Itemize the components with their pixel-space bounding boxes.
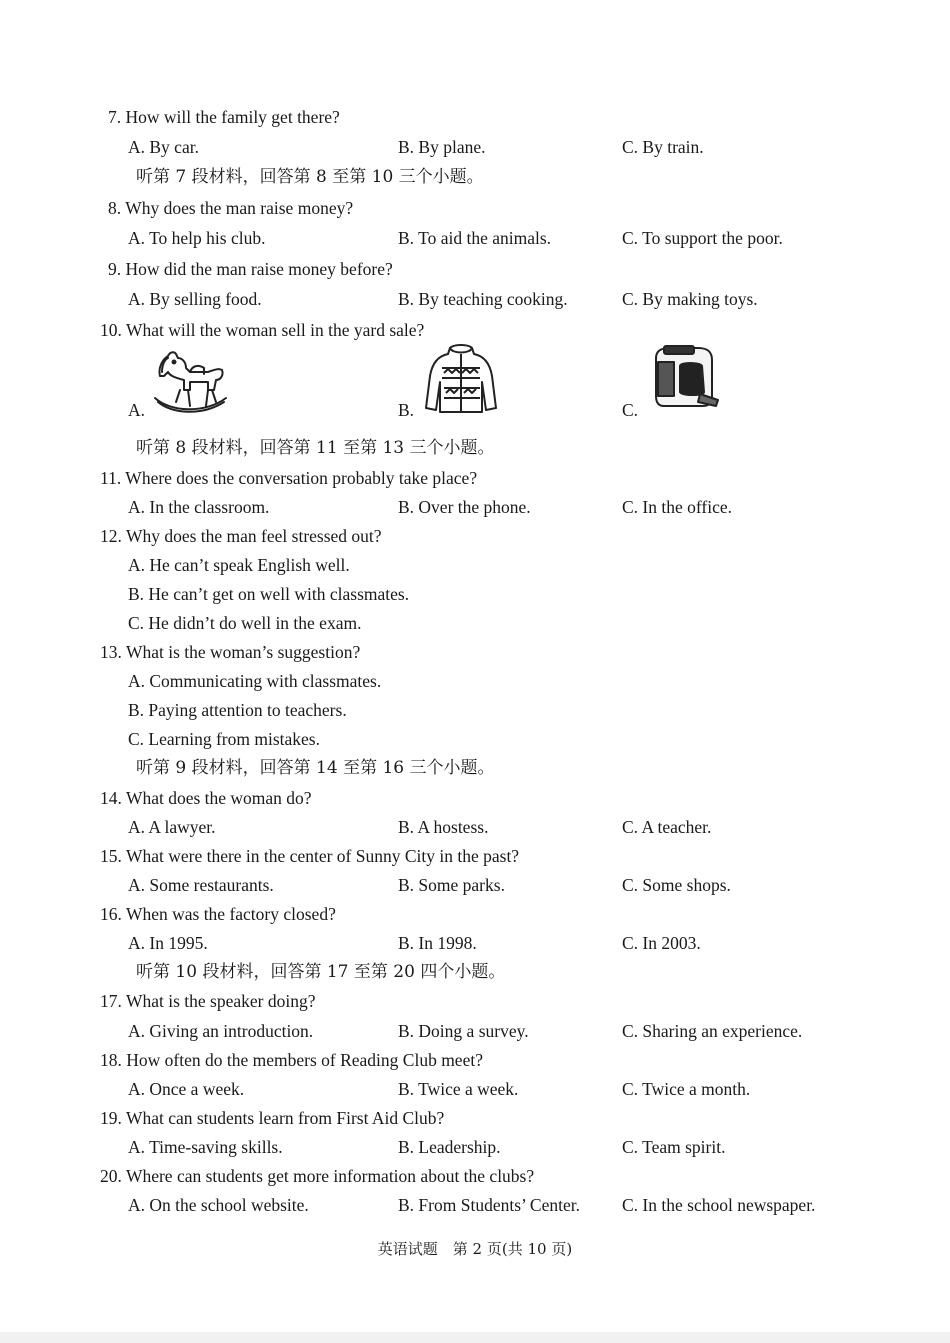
question-10: 10. What will the woman sell in the yard sale? — [100, 320, 425, 340]
q8-option-c[interactable]: C. To support the poor. — [622, 228, 783, 248]
question-12: 12. Why does the man feel stressed out? — [100, 526, 382, 546]
q14-option-c[interactable]: C. A teacher. — [622, 817, 712, 837]
q14-option-b[interactable]: B. A hostess. — [398, 817, 489, 837]
question-17: 17. What is the speaker doing? — [100, 991, 316, 1011]
section-heading-8: 听第 8 段材料，回答第 11 至第 13 三个小题。 — [136, 438, 495, 458]
q7-option-c[interactable]: C. By train. — [622, 137, 704, 157]
q16-option-c[interactable]: C. In 2003. — [622, 933, 701, 953]
q11-option-b[interactable]: B. Over the phone. — [398, 497, 531, 517]
q15-option-a[interactable]: A. Some restaurants. — [128, 875, 274, 895]
q18-option-b[interactable]: B. Twice a week. — [398, 1079, 519, 1099]
q19-option-a[interactable]: A. Time-saving skills. — [128, 1137, 283, 1157]
question-16: 16. When was the factory closed? — [100, 904, 336, 924]
q17-option-c[interactable]: C. Sharing an experience. — [622, 1021, 803, 1041]
q20-option-b[interactable]: B. From Students’ Center. — [398, 1195, 580, 1215]
q10-option-c[interactable]: C. — [622, 400, 639, 420]
page-footer: 英语试题 第 2 页(共 10 页) — [377, 1240, 573, 1258]
q16-option-a[interactable]: A. In 1995. — [128, 933, 208, 953]
q18-option-a[interactable]: A. Once a week. — [128, 1079, 245, 1099]
question-11: 11. Where does the conversation probably take place? — [100, 468, 478, 488]
q18-option-c[interactable]: C. Twice a month. — [622, 1079, 751, 1099]
q12-option-a[interactable]: A. He can’t speak English well. — [128, 555, 350, 575]
q19-option-b[interactable]: B. Leadership. — [398, 1137, 501, 1157]
scan-edge — [0, 1332, 950, 1343]
q12-option-b[interactable]: B. He can’t get on well with classmates. — [128, 584, 410, 604]
question-20: 20. Where can students get more information about the clubs? — [100, 1166, 535, 1186]
q9-option-b[interactable]: B. By teaching cooking. — [398, 289, 568, 309]
q15-option-c[interactable]: C. Some shops. — [622, 875, 731, 895]
q9-option-a[interactable]: A. By selling food. — [128, 289, 262, 309]
q7-option-a[interactable]: A. By car. — [128, 137, 199, 157]
question-7: 7. How will the family get there? — [108, 107, 340, 127]
q8-option-a[interactable]: A. To help his club. — [128, 228, 266, 248]
q10-option-a[interactable]: A. — [128, 400, 146, 420]
section-heading-9: 听第 9 段材料，回答第 14 至第 16 三个小题。 — [136, 758, 495, 778]
q8-option-b[interactable]: B. To aid the animals. — [398, 228, 552, 248]
toaster-icon[interactable] — [650, 344, 722, 410]
q11-option-a[interactable]: A. In the classroom. — [128, 497, 270, 517]
section-heading-10: 听第 10 段材料，回答第 17 至第 20 四个小题。 — [136, 962, 506, 982]
question-15: 15. What were there in the center of Sunny City in the past? — [100, 846, 520, 866]
q9-option-c[interactable]: C. By making toys. — [622, 289, 758, 309]
q16-option-b[interactable]: B. In 1998. — [398, 933, 477, 953]
q7-option-b[interactable]: B. By plane. — [398, 137, 486, 157]
q20-option-a[interactable]: A. On the school website. — [128, 1195, 309, 1215]
question-13: 13. What is the woman’s suggestion? — [100, 642, 361, 662]
q20-option-c[interactable]: C. In the school newspaper. — [622, 1195, 816, 1215]
rocking-horse-icon[interactable] — [150, 346, 230, 418]
section-heading-7: 听第 7 段材料，回答第 8 至第 10 三个小题。 — [136, 167, 484, 187]
q13-option-c[interactable]: C. Learning from mistakes. — [128, 729, 320, 749]
question-19: 19. What can students learn from First Aid Club? — [100, 1108, 445, 1128]
question-9: 9. How did the man raise money before? — [108, 259, 393, 279]
q10-option-b[interactable]: B. — [398, 400, 415, 420]
q15-option-b[interactable]: B. Some parks. — [398, 875, 505, 895]
q11-option-c[interactable]: C. In the office. — [622, 497, 732, 517]
q14-option-a[interactable]: A. A lawyer. — [128, 817, 216, 837]
q17-option-a[interactable]: A. Giving an introduction. — [128, 1021, 314, 1041]
q13-option-a[interactable]: A. Communicating with classmates. — [128, 671, 382, 691]
question-8: 8. Why does the man raise money? — [108, 198, 354, 218]
q19-option-c[interactable]: C. Team spirit. — [622, 1137, 726, 1157]
q13-option-b[interactable]: B. Paying attention to teachers. — [128, 700, 347, 720]
q12-option-c[interactable]: C. He didn’t do well in the exam. — [128, 613, 362, 633]
question-14: 14. What does the woman do? — [100, 788, 312, 808]
question-18: 18. How often do the members of Reading Club meet? — [100, 1050, 483, 1070]
q17-option-b[interactable]: B. Doing a survey. — [398, 1021, 529, 1041]
sweater-icon[interactable] — [424, 342, 498, 416]
